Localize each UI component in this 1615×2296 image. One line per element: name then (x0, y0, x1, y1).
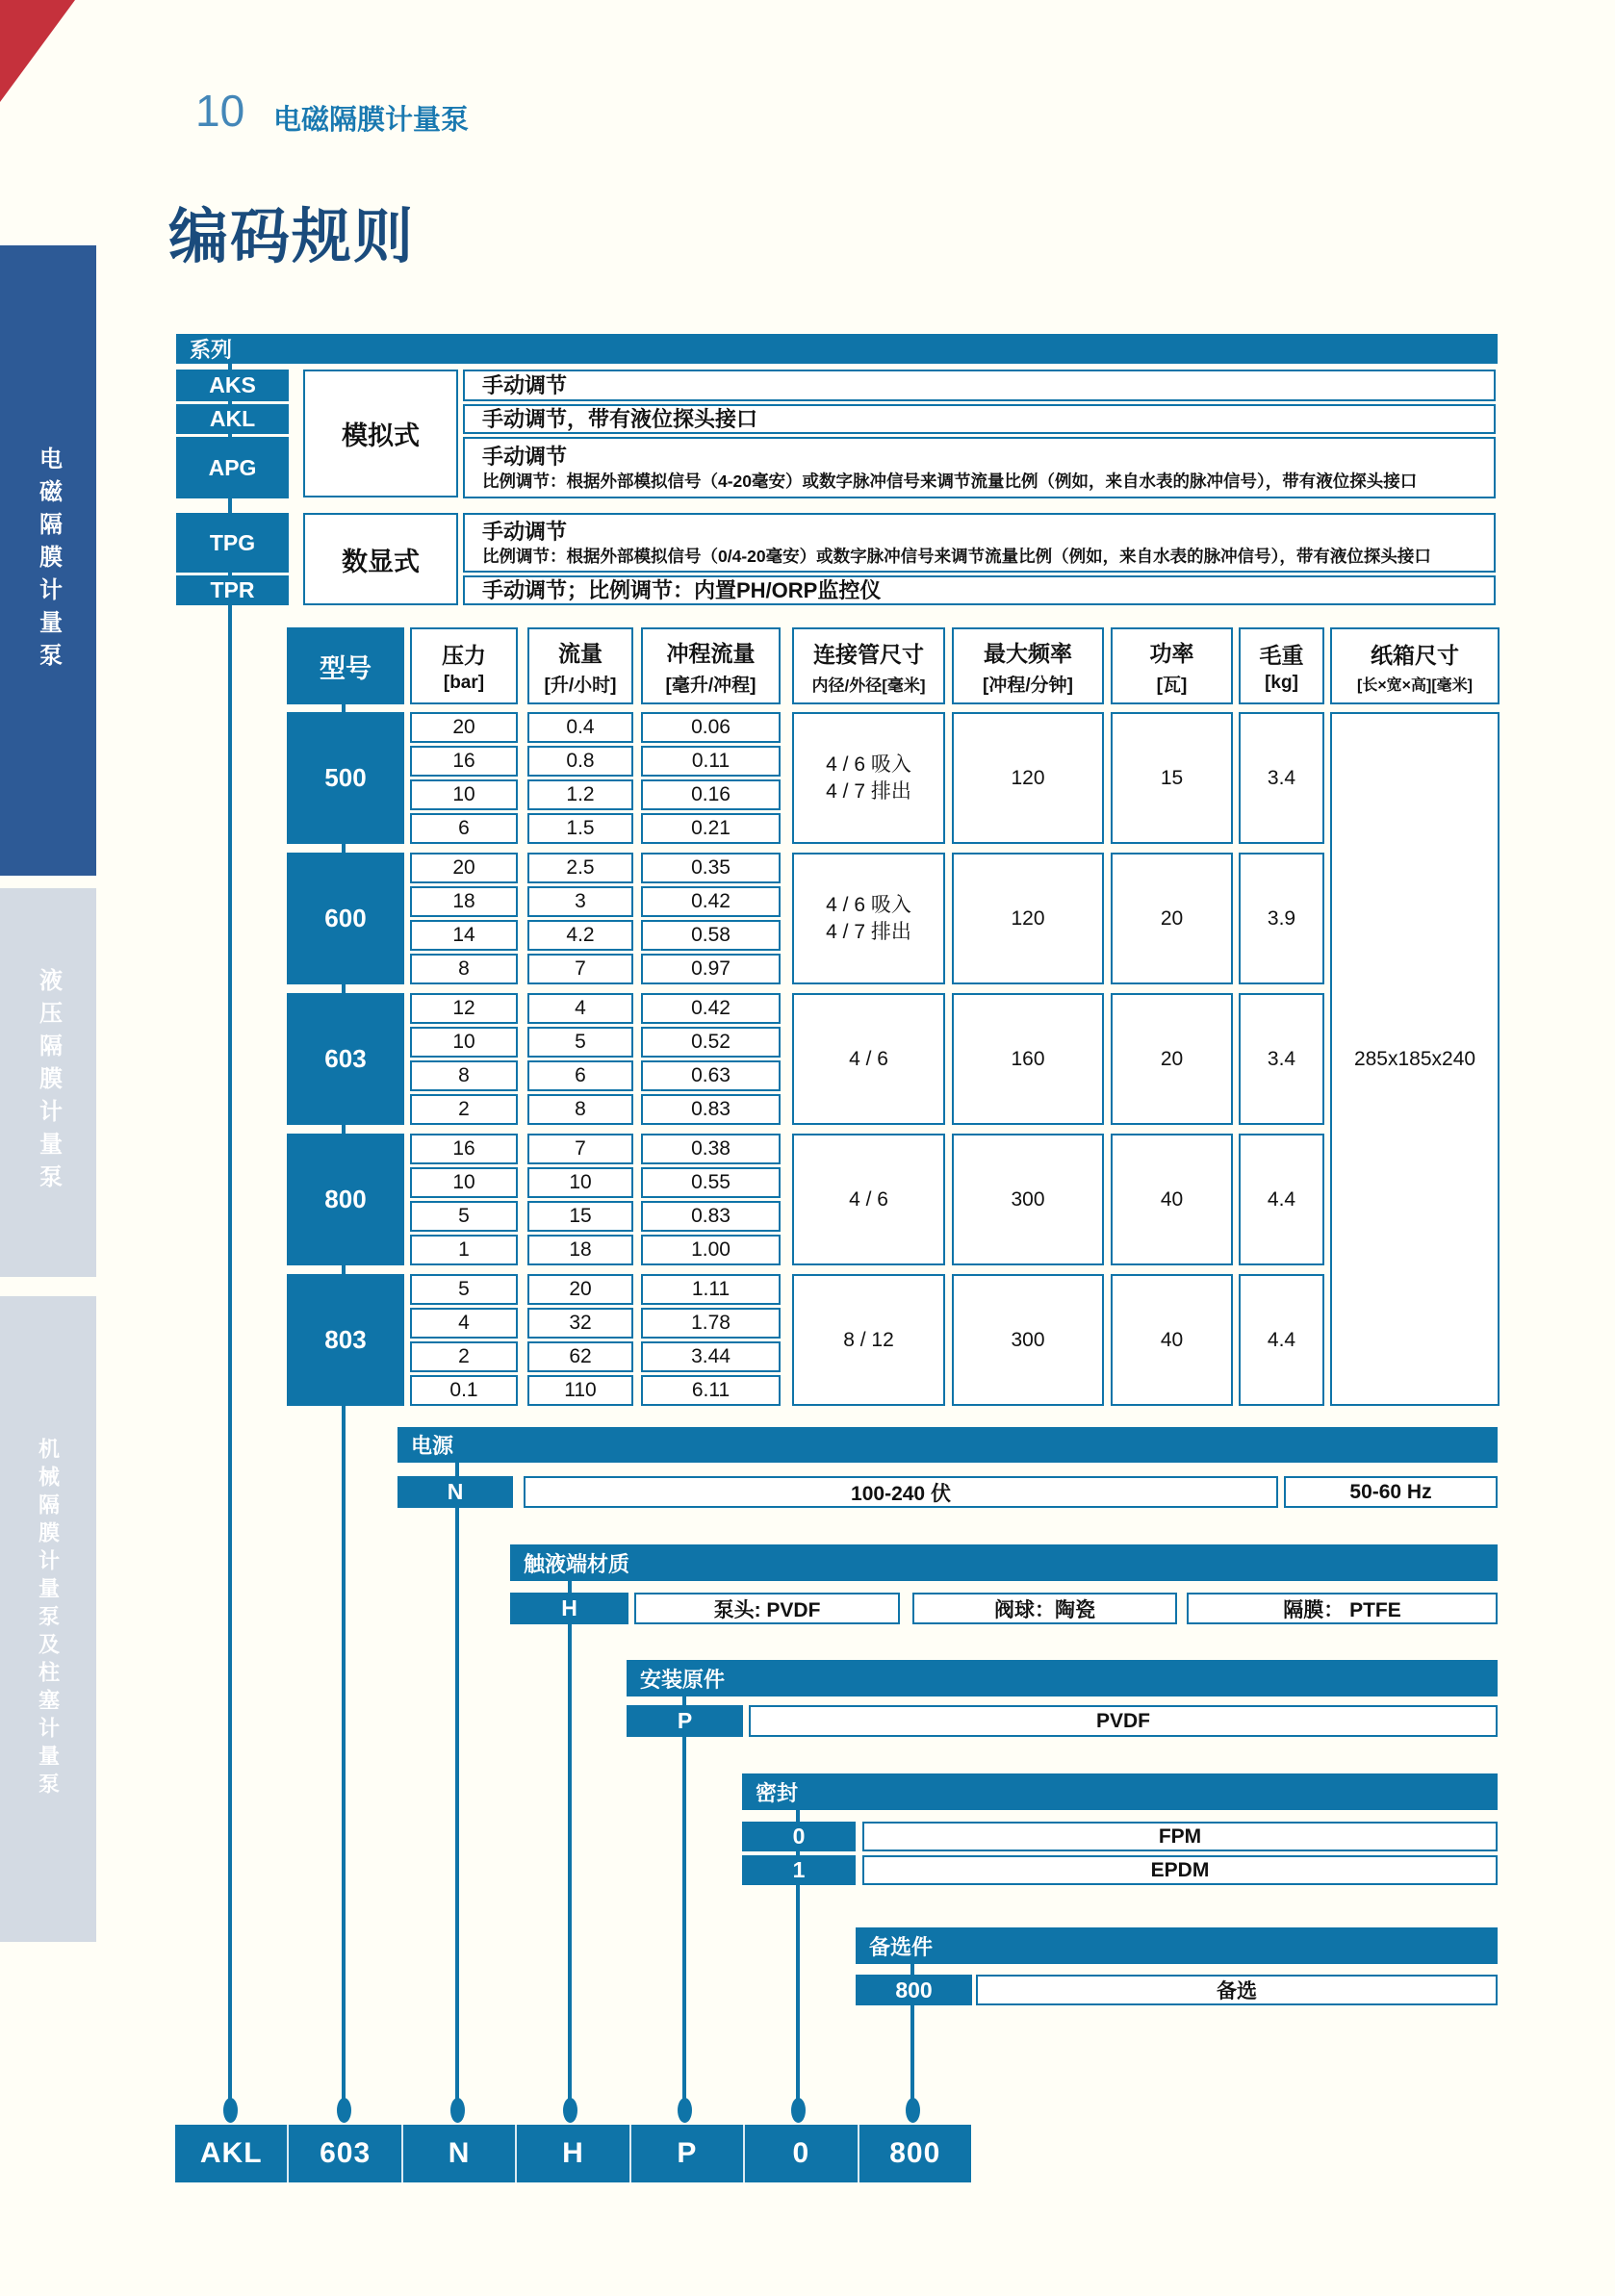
table-cell: 1.00 (641, 1235, 781, 1265)
table-cell: 7 (527, 1134, 633, 1164)
materials-header-bar (510, 1544, 1498, 1581)
table-cell: 20 (410, 712, 518, 743)
table-cell: 0.63 (641, 1060, 781, 1091)
pipe-line: 4 / 6 吸入 (826, 753, 911, 777)
table-cell-carton: 285x185x240 (1330, 712, 1500, 1406)
power-code-cell: N (397, 1476, 513, 1508)
accessories-value-box: 备选 (976, 1975, 1498, 2005)
table-cell-pipe (792, 1274, 945, 1406)
accessories-header-bar (856, 1927, 1498, 1964)
materials-pump-head-box: 泵头: PVDF (634, 1593, 900, 1624)
series-desc-box (463, 404, 1496, 434)
connector-dot (678, 2098, 692, 2123)
table-cell: 6 (527, 1060, 633, 1091)
code-segment: 603 (287, 2125, 400, 2182)
table-cell: 4 (410, 1308, 518, 1339)
model-cell: 600 (287, 853, 404, 984)
table-header-title: 压力 (442, 643, 486, 668)
connector-dot (450, 2098, 465, 2123)
table-header-title: 纸箱尺寸 (1371, 642, 1459, 668)
table-cell: 5 (410, 1274, 518, 1305)
table-cell: 7 (527, 954, 633, 984)
pipe-line: 8 / 12 (843, 1328, 894, 1351)
table-cell: 0.21 (641, 813, 781, 844)
page-title: 编码规则 (168, 204, 416, 270)
code-segment: AKL (199, 2137, 263, 2169)
seal-code-cell-1: 1 (742, 1855, 856, 1885)
series-desc-line: 手动调节 (482, 520, 568, 545)
table-header-cell (410, 627, 518, 704)
table-cell-weight: 3.4 (1239, 712, 1324, 844)
table-header-unit: [瓦] (1156, 675, 1188, 696)
table-cell: 2.5 (527, 853, 633, 883)
table-cell-frequency: 120 (952, 853, 1104, 984)
power-frequency-box: 50-60 Hz (1284, 1476, 1498, 1508)
seal-header-bar (742, 1773, 1498, 1810)
table-cell: 16 (410, 1134, 518, 1164)
table-header-unit: 内径/外径[毫米] (811, 676, 926, 695)
table-cell: 0.83 (641, 1201, 781, 1232)
table-cell: 2 (410, 1094, 518, 1125)
pipe-line: 4 / 6 (849, 1047, 888, 1070)
installation-header-bar (627, 1660, 1498, 1696)
series-header-label: 系列 (190, 338, 233, 362)
pipe-line: 4 / 7 排出 (826, 779, 911, 803)
series-code-cell: APG (176, 437, 289, 498)
table-cell: 15 (527, 1201, 633, 1232)
table-cell-power: 20 (1111, 853, 1233, 984)
series-desc-line: 手动调节，带有液位探头接口 (482, 406, 758, 431)
accessories-code-cell: 800 (856, 1975, 972, 2005)
corner-ribbon (0, 0, 75, 102)
connector-dot (791, 2098, 806, 2123)
code-segment: H (515, 2125, 628, 2182)
table-header-unit: [长×宽×高][毫米] (1356, 676, 1473, 694)
table-cell: 0.8 (527, 746, 633, 777)
table-cell: 0.16 (641, 779, 781, 810)
table-cell: 5 (527, 1027, 633, 1058)
power-header-label: 电源 (411, 1434, 454, 1458)
table-cell: 0.97 (641, 954, 781, 984)
table-cell: 6.11 (641, 1375, 781, 1406)
series-code-cell: AKL (176, 404, 289, 434)
page-section-title: 电磁隔膜计量泵 (273, 105, 470, 136)
table-header-unit: [升/小时] (544, 675, 617, 696)
seal-value-box-fpm: FPM (862, 1822, 1498, 1851)
series-type-box: 模拟式 (303, 370, 458, 497)
table-cell-power: 40 (1111, 1274, 1233, 1406)
table-header-unit: [bar] (443, 673, 485, 693)
table-cell: 0.35 (641, 853, 781, 883)
table-cell: 0.42 (641, 886, 781, 917)
code-segment: P (629, 2125, 743, 2182)
table-header-cell (1111, 627, 1233, 704)
power-voltage-box: 100-240 伏 (524, 1476, 1278, 1508)
table-header-cell (641, 627, 781, 704)
table-cell: 0.1 (410, 1375, 518, 1406)
table-cell: 3 (527, 886, 633, 917)
materials-valve-ball-box: 阀球：陶瓷 (912, 1593, 1177, 1624)
table-cell: 5 (410, 1201, 518, 1232)
table-cell: 8 (410, 1060, 518, 1091)
table-cell: 10 (410, 779, 518, 810)
table-cell: 1 (410, 1235, 518, 1265)
series-desc-box (463, 513, 1496, 573)
table-cell: 0.06 (641, 712, 781, 743)
table-cell-frequency: 300 (952, 1134, 1104, 1265)
table-cell: 62 (527, 1341, 633, 1372)
table-cell-frequency: 120 (952, 712, 1104, 844)
series-desc-box (463, 437, 1496, 498)
table-cell: 2 (410, 1341, 518, 1372)
table-cell: 1.2 (527, 779, 633, 810)
table-cell: 4.2 (527, 920, 633, 951)
table-header-title: 流量 (558, 640, 602, 666)
connector-stem (228, 364, 232, 2113)
page-number: 10 (195, 86, 245, 136)
connector-stem (682, 1696, 686, 2113)
table-cell: 18 (527, 1235, 633, 1265)
series-desc-box (463, 370, 1496, 401)
table-cell: 0.55 (641, 1167, 781, 1198)
connector-dot (223, 2098, 238, 2123)
table-cell-pipe (792, 993, 945, 1125)
pipe-line: 4 / 6 (849, 1187, 888, 1211)
series-desc-line: 比例调节：根据外部模拟信号（0/4-20毫安）或数字脉冲信号来调节流量比例（例如，来自水表的脉冲信号），带有液位探头接口 (482, 546, 1431, 566)
table-cell: 0.11 (641, 746, 781, 777)
connector-dot (563, 2098, 577, 2123)
table-cell: 18 (410, 886, 518, 917)
table-cell: 14 (410, 920, 518, 951)
table-header-title: 连接管尺寸 (813, 641, 924, 667)
seal-header-label: 密封 (756, 1780, 799, 1805)
table-cell-power: 40 (1111, 1134, 1233, 1265)
accessories-header-label: 备选件 (869, 1934, 934, 1959)
table-cell: 8 (527, 1094, 633, 1125)
table-header-title: 最大频率 (984, 640, 1072, 666)
series-desc-line: 手动调节 (482, 445, 568, 470)
series-code-cell: AKS (176, 370, 289, 401)
series-header-bar (176, 334, 1498, 364)
series-desc-line: 手动调节；比例调节：内置PH/ORP监控仪 (482, 577, 882, 602)
series-desc-line: 手动调节 (482, 372, 568, 397)
table-cell: 8 (410, 954, 518, 984)
table-cell: 0.4 (527, 712, 633, 743)
table-header-title: 毛重 (1259, 643, 1304, 668)
table-cell: 16 (410, 746, 518, 777)
sidebar-tab-mechanical: 机械隔膜计量泵及柱塞计量泵 (0, 1296, 96, 1942)
table-cell: 10 (410, 1027, 518, 1058)
code-segment: N (401, 2125, 515, 2182)
table-header-unit: [kg] (1265, 673, 1298, 693)
table-header-unit: [冲程/分钟] (983, 675, 1073, 696)
pipe-line: 4 / 7 排出 (826, 920, 911, 943)
table-header-title: 功率 (1149, 640, 1194, 666)
table-cell: 1.78 (641, 1308, 781, 1339)
table-cell-frequency: 300 (952, 1274, 1104, 1406)
table-header-cell (1330, 627, 1500, 704)
table-cell: 4 (527, 993, 633, 1024)
table-cell: 0.58 (641, 920, 781, 951)
materials-code-cell: H (510, 1593, 628, 1624)
materials-header-label: 触液端材质 (524, 1551, 630, 1576)
series-type-box: 数显式 (303, 513, 458, 605)
table-cell-power: 15 (1111, 712, 1233, 844)
connector-dot (906, 2098, 920, 2123)
connector-stem (455, 1463, 459, 2113)
table-cell: 0.52 (641, 1027, 781, 1058)
table-cell-pipe (792, 712, 945, 844)
table-cell: 0.42 (641, 993, 781, 1024)
table-cell-weight: 3.9 (1239, 853, 1324, 984)
series-desc-box (463, 575, 1496, 605)
table-header-model: 型号 (287, 627, 404, 704)
table-cell: 1.11 (641, 1274, 781, 1305)
series-desc-line: 比例调节：根据外部模拟信号（4-20毫安）或数字脉冲信号来调节流量比例（例如，来自水表的脉冲信号），带有液位探头接口 (482, 471, 1418, 491)
table-header-cell (952, 627, 1104, 704)
pipe-line: 4 / 6 吸入 (826, 894, 911, 917)
connector-dot (337, 2098, 351, 2123)
table-cell: 20 (410, 853, 518, 883)
seal-value-box-epdm: EPDM (862, 1855, 1498, 1885)
installation-header-label: 安装原件 (640, 1667, 726, 1692)
table-cell-weight: 3.4 (1239, 993, 1324, 1125)
table-cell: 110 (527, 1375, 633, 1406)
table-cell: 0.38 (641, 1134, 781, 1164)
table-cell: 12 (410, 993, 518, 1024)
code-segment: 0 (743, 2125, 857, 2182)
sidebar-tab-hydraulic: 液压隔膜计量泵 (0, 888, 96, 1277)
table-cell-weight: 4.4 (1239, 1274, 1324, 1406)
table-cell-power: 20 (1111, 993, 1233, 1125)
table-cell: 6 (410, 813, 518, 844)
table-cell: 20 (527, 1274, 633, 1305)
installation-value-box: PVDF (749, 1705, 1498, 1737)
model-cell: 603 (287, 993, 404, 1125)
table-cell: 10 (410, 1167, 518, 1198)
table-header-title: 冲程流量 (666, 640, 756, 666)
table-header-unit: [毫升/冲程] (665, 675, 756, 696)
installation-code-cell: P (627, 1705, 743, 1737)
table-header-cell (527, 627, 633, 704)
model-cell: 500 (287, 712, 404, 844)
power-header-bar (397, 1427, 1498, 1463)
table-header-cell (1239, 627, 1324, 704)
sidebar-tab-electromagnetic: 电磁隔膜计量泵 (0, 245, 96, 876)
seal-code-cell-0: 0 (742, 1822, 856, 1851)
connector-stem (568, 1581, 572, 2113)
table-cell-pipe (792, 853, 945, 984)
series-code-cell: TPG (176, 513, 289, 573)
model-cell: 803 (287, 1274, 404, 1406)
table-cell: 10 (527, 1167, 633, 1198)
materials-diaphragm-box: 隔膜： PTFE (1187, 1593, 1498, 1624)
model-cell: 800 (287, 1134, 404, 1265)
table-cell: 3.44 (641, 1341, 781, 1372)
table-cell: 1.5 (527, 813, 633, 844)
code-segment: 800 (858, 2125, 971, 2182)
table-cell: 0.83 (641, 1094, 781, 1125)
table-cell-frequency: 160 (952, 993, 1104, 1125)
series-code-cell: TPR (176, 575, 289, 605)
table-cell: 32 (527, 1308, 633, 1339)
table-cell-pipe (792, 1134, 945, 1265)
model-code-bar (175, 2125, 971, 2182)
table-cell-weight: 4.4 (1239, 1134, 1324, 1265)
table-header-cell (792, 627, 945, 704)
